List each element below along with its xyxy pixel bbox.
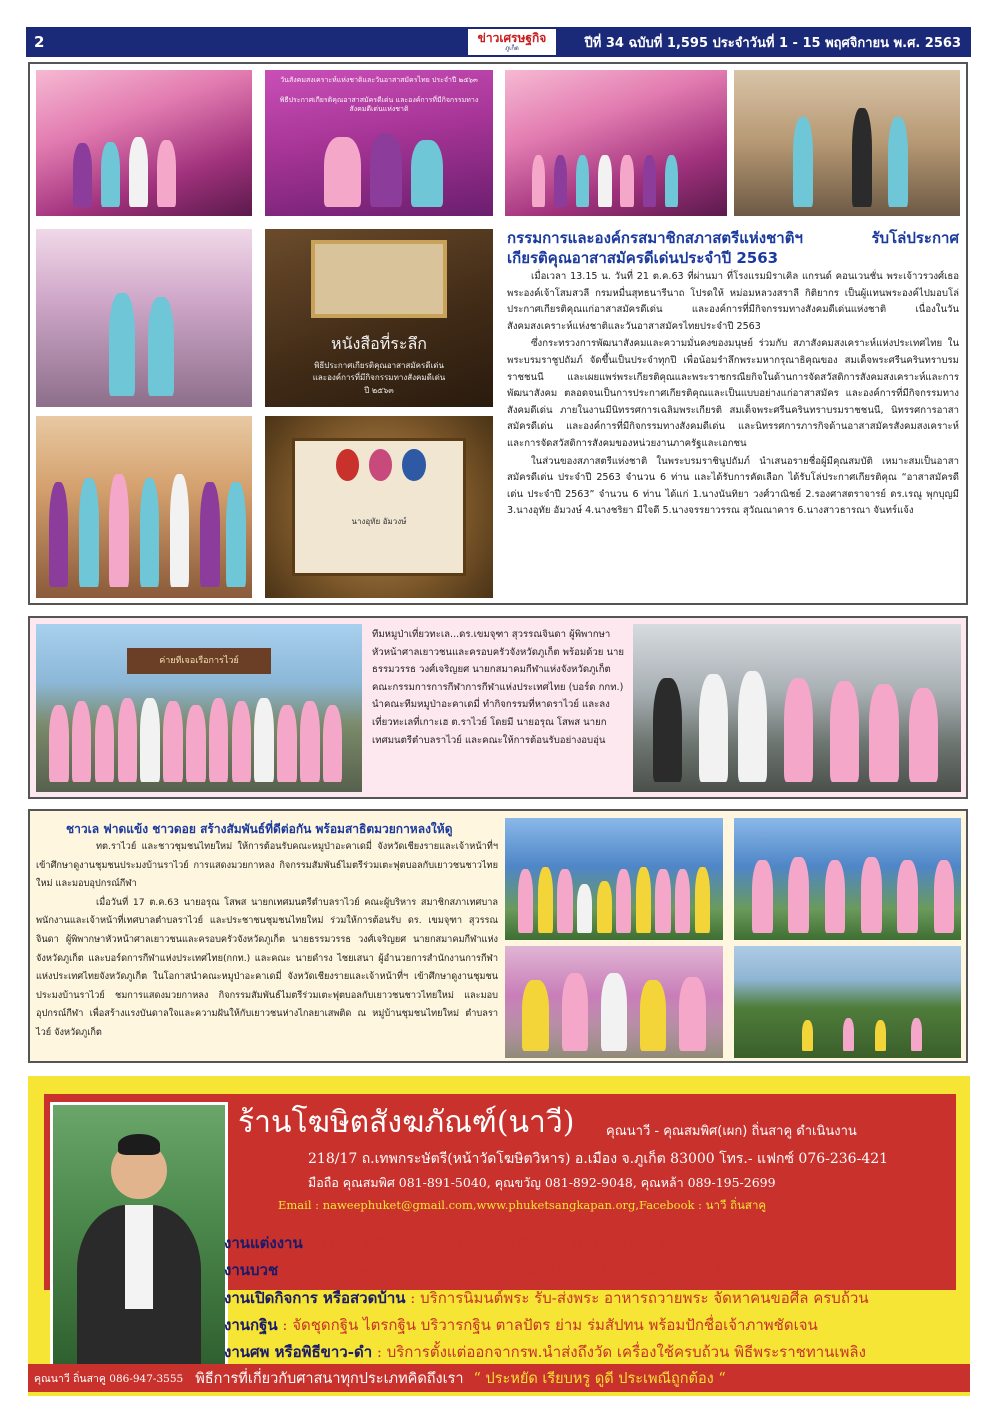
- photo-award-recipients-group: [36, 416, 252, 598]
- book-title: หนังสือที่ระลึก: [331, 334, 427, 354]
- banner-line-1: วันสังคมสงเคราะห์แห่งชาติและวันอาสาสมัครไทย ประจำปี ๒๕๖๓: [280, 76, 478, 84]
- masthead-logo: [466, 27, 558, 57]
- photo-stage-group: [36, 70, 252, 216]
- footer-slogan: พิธีการที่เกี่ยวกับศาสนาทุกประเภทคิดถึงเรา: [195, 1370, 464, 1387]
- issue-info: ปีที่ 34 ฉบับที่ 1,595 ประจำวันที่ 1 - 15 พฤศจิกายน พ.ศ. 2563: [584, 35, 961, 51]
- service-item: งานเปิดกิจการ หรือสวดบ้าน : บริการนิมนต์พระ รับ-ส่งพระ อาหารถวายพระ จัดหาคนขอศีล ครบถ้วน: [224, 1288, 869, 1307]
- framed-portrait: [311, 240, 448, 318]
- shop-name: ร้านโฆษิตสังฆภัณฑ์(นาวี): [238, 1105, 575, 1140]
- service-list: [224, 1230, 954, 1366]
- article1-headline-line2: เกียรติคุณอาสาสมัครดีเด่นประจำปี 2563: [507, 249, 779, 267]
- article1-headline: [507, 228, 959, 248]
- photo-commemorative-book: [265, 229, 493, 407]
- article1-headline-right: รับโล่ประกาศ: [871, 229, 959, 247]
- article-sea-gypsy-football: [36, 820, 498, 1058]
- photo-ball-handover: [505, 946, 723, 1058]
- photo-award-ceremony: [265, 70, 493, 216]
- service-item: งานแต่งงาน : บริการ พิธีแห่ขันหมาก พิธีสู่ขอ พิธีหมั้น พิธีรดน้ำสังข์ พิธีเจริญพระพุทธมนต์: [224, 1234, 799, 1252]
- shop-phones: มือถือ คุณสมพิศ 081-891-5040, คุณขวัญ 081-892-9048, คุณหล้า 089-195-2699: [308, 1175, 776, 1190]
- article1-paragraph-1: เมื่อเวลา 13.15 น. วันที่ 21 ต.ค.63 ที่ผ่านมา ที่โรงแรมมิราเคิล แกรนด์ คอนเวนชั่น พระเจ้าวรวงศ์เธอ พระองค์เจ้าโสมสวลี กรมหมื่นสุทธนารีนาถ โปรดให้ หม่อมหลวงสราลี กิติยากร เป็นผู้แทนพระองค์ไปมอบโล่ประกาศเกียรติคุณแก่อาสาสมัครดีเด่น และองค์การที่มีกิจกรรมทางสังคมดีเด่นแห่งชาติ เนื่องในวันสังคมสงเคราะห์แห่งชาติและวันอาสาสมัครไทยประจำปี 2563: [507, 271, 959, 332]
- book-line-1: พิธีประกาศเกียรติคุณอาสาสมัครดีเด่น: [314, 360, 444, 370]
- photo-football-match: [734, 946, 961, 1058]
- photo-flags-two-women: [36, 229, 252, 407]
- service-item: งานกฐิน : จัดชุดกฐิน ไตรกฐิน บริวารกฐิน ตาลปัตร ย่าม ร่มสัปทน พร้อมปักชื่อเจ้าภาพชัดเจน: [224, 1315, 818, 1334]
- banner-line-2: พิธีประกาศเกียรติคุณอาสาสมัครดีเด่น และองค์การที่มีกิจกรรมทางสังคมดีเด่นแห่งชาติ: [279, 96, 479, 113]
- footer-motto: “ ประหยัด เรียบหรู ดูดี ประเพณีถูกต้อง “: [473, 1370, 726, 1387]
- advert-footer: [28, 1364, 970, 1392]
- article1-paragraph-2: ซึ่งกระทรวงการพัฒนาสังคมและความมั่นคงของมนุษย์ ร่วมกับ สภาสังคมสงเคราะห์แห่งประเทศไทย ในพระบรมราชูปถัมภ์ จัดขึ้นเป็นประจำทุกปี เพื่อน้อมรำลึกพระมหากรุณาธิคุณของ สมเด็จพระศรีนครินทราบรมราชชนนี และเผยแพร่พระเกียรติคุณและพระราชกรณียกิจในด้านการจัดสวัสดิการสังคมสงเคราะห์และการพัฒนาสังคม ตลอดจนเป็นการประกาศเกียรติคุณและเป็นแบบอย่างแก่อาสาสมัคร และองค์การที่มีกิจกรรมทางสังคมดีเด่น ภายในงานมีนิทรรศการเฉลิมพระเกียรติ สมเด็จพระศรีนครินทราบรมราชชนนี, นิทรรศการอาสาสมัครดีเด่น และองค์การที่มีกิจกรรมทางสังคมดีเด่น และนิทรรศการภารกิจด้านอาสาสมัครสังคมสงเคราะห์ และการจัดสวัสดิการสังคมของหน่วยงานภาครัฐและเอกชน: [507, 338, 959, 449]
- photo-village-children: [505, 818, 723, 940]
- footer-contact: คุณนาวี ถิ่นสาคู 086-947-3555: [34, 1372, 184, 1385]
- page-header: [26, 27, 971, 57]
- shop-email: Email : naweephuket@gmail.com,www.phuketsangkapan.org,Facebook : นาวี ถิ่นสาคู: [278, 1198, 767, 1212]
- masthead-title: ข่าวเศรษฐกิจ: [477, 30, 547, 45]
- article1-paragraph-3: ในส่วนของสภาสตรีแห่งชาติ ในพระบรมราชินูปถัมภ์ นำเสนอรายชื่อผู้มีคุณสมบัติ เหมาะสมเป็นอาสาสมัครดีเด่น ประจำปี 2563 จำนวน 6 ท่าน และได้รับการคัดเลือก ได้รับโล่ประกาศเกียรติคุณ “อาสาสมัครดีเด่น ประจำปี 2563” จำนวน 6 ท่าน ได้แก่ 1.นางนันทิยา วงศ์วาณิชย์ 2.รองศาสตราจารย์ ดร.เรณู พุกบุญมี 3.นางอุทัย อัมวงษ์ 4.นางชริยา มีใจดี 5.นางจรรยาวรรณ สุวัณณาคาร 6.นางสาวธารณา จันทร์แจ้ง: [507, 455, 959, 517]
- masthead-subtitle: ภูเก็ต: [505, 44, 519, 52]
- article3-paragraph-2: เมื่อวันที่ 17 ต.ค.63 นายอรุณ โสพส นายกเทศมนตรีตำบลราไวย์ คณะผู้บริหาร สมาชิกสภาเทศบาล พนักงานและเจ้าหน้าที่เทศบาลตำบลราไวย์ และประชาชนชุมชนไทยใหม่ ร่วมให้การต้อนรับ ดร. เขมจุฑา สุวรรณจินดา ผู้พิพากษาหัวหน้าศาลเยาวชนและครอบครัวจังหวัดภูเก็ต นายธรรมวรรธ วงศ์เจริญยศ นายกสมาคมกีฬาแห่งจังหวัดภูเก็ต และบอร์ดการกีฬาแห่งประเทศไทย(กกท.) และคณะ นายดำรง ไชยเสนา ผู้อำนวยการสำนักงานการกีฬาแห่งประเทศไทยจังหวัดภูเก็ต ในโอกาสนำคณะหมูป่าอะคาเดมี่ จังหวัดเชียงรายและเจ้าหน้าที่ฯ เข้าศึกษาดูงานชุมชนประมงบ้านราไวย์ ชมการแสดงมวยกาหลง กิจกรรมสัมพันธ์ไมตรีร่วมเตะฟุตบอลกับเยาวชนชาวไทยใหม่ และมอบอุปกรณ์กีฬา เพื่อสร้างแรงบันดาลใจและความฝันให้กับเยาวชนห่างไกลยาเสพติด ณ หมู่บ้านชุมชนไทยใหม่ ตำบลราไวย์ จังหวัดภูเก็ต: [36, 896, 498, 1038]
- service-item: งานศพ หรือพิธีขาว-ดำ : บริการตั้งแต่ออกจากรพ.นำส่งถึงวัด เครื่องใช้ครบถ้วน พิธีพระราชทานเพลิง: [224, 1343, 866, 1362]
- photo-stage-wide: [505, 70, 727, 216]
- page-number: 2: [34, 33, 45, 51]
- service-item: งานบวช : จัดชุดบวชครบชุด บริขาร ๘ ไตรจีวรสำหรับมหานิกาย และธรรมยุติ: [224, 1261, 723, 1280]
- article3-headline: ชาวเล ฟาดแข้ง ชาวดอย สร้างสัมพันธ์ที่ดีต่อกัน พร้อมสาธิตมวยกาหลงให้ดู: [66, 822, 453, 836]
- camp-sign: ค่ายทีเจอเรือการไวย์: [127, 648, 270, 675]
- article1-headline-line1: กรรมการและองค์กรสมาชิกสภาสตรีแห่งชาติฯ: [507, 229, 803, 247]
- shop-owners: คุณนาวี - คุณสมพิศ(เผก) ถิ่นสาคู ดำเนินงาน: [606, 1124, 857, 1139]
- shop-advertisement: [28, 1076, 970, 1396]
- article3-paragraph-1: ทต.ราไวย์ และชาวชุมชนไทยใหม่ ให้การต้อนรับคณะหมูป่าอะคาเดมี่ จังหวัดเชียงรายและเจ้าหน้าที่ฯ เข้าศึกษาดูงานชุมชนประมงบ้านราไวย์ การแสดงมวยกาหลง กิจกรรมสัมพันธ์ไมตรีร่วมเตะฟุตบอลกับเยาวชนชาวไทยใหม่ และมอบอุปกรณ์กีฬา: [36, 841, 498, 890]
- article-academy-beach: ทีมหมูป่าเที่ยวทะเล...ดร.เขมจุฑา สุวรรณจินดา ผู้พิพากษาหัวหน้าศาลเยาวชนและครอบครัวจังหวัดภูเก็ต พร้อมด้วย นายธรรมวรรธ วงศ์เจริญยศ นายกสมาคมกีฬาแห่งจังหวัดภูเก็ต คณะกรรมการการกีฬาการกีฬาแห่งประเทศไทย (บอร์ด กกท.) นำคณะทีมหมูป่าอะคาเดมี่ ทำกิจกรรมที่หาดราไวย์ และลงเที่ยวทะเลที่เกาะเฮ ต.ราไวย์ โดยมี นายอรุณ โสพส นายกเทศมนตรีตำบลราไวย์ และคณะให้การต้อนรับอย่างอบอุ่น: [372, 629, 625, 746]
- book-line-2: และองค์การที่มีกิจกรรมทางสังคมดีเด่น: [312, 373, 446, 383]
- photo-players-lineup: [734, 818, 961, 940]
- book-line-3: ปี ๒๕๖๓: [364, 385, 394, 395]
- plaque-name: นางอุทัย อัมวงษ์: [351, 516, 407, 526]
- photo-award-plaque: [265, 416, 493, 598]
- plaque-certificate: [292, 438, 465, 576]
- article-volunteer-award: [505, 228, 961, 600]
- shop-address: 218/17 ถ.เทพกระษัตรี(หน้าวัดโฆษิตวิหาร) อ.เมือง จ.ภูเก็ต 83000 โทร.- แฟกซ์ 076-236-421: [308, 1151, 889, 1167]
- photo-team-walking: [633, 624, 961, 792]
- owner-portrait: [50, 1102, 228, 1370]
- photo-hall-group: [734, 70, 960, 216]
- photo-team-at-sign: [36, 624, 362, 792]
